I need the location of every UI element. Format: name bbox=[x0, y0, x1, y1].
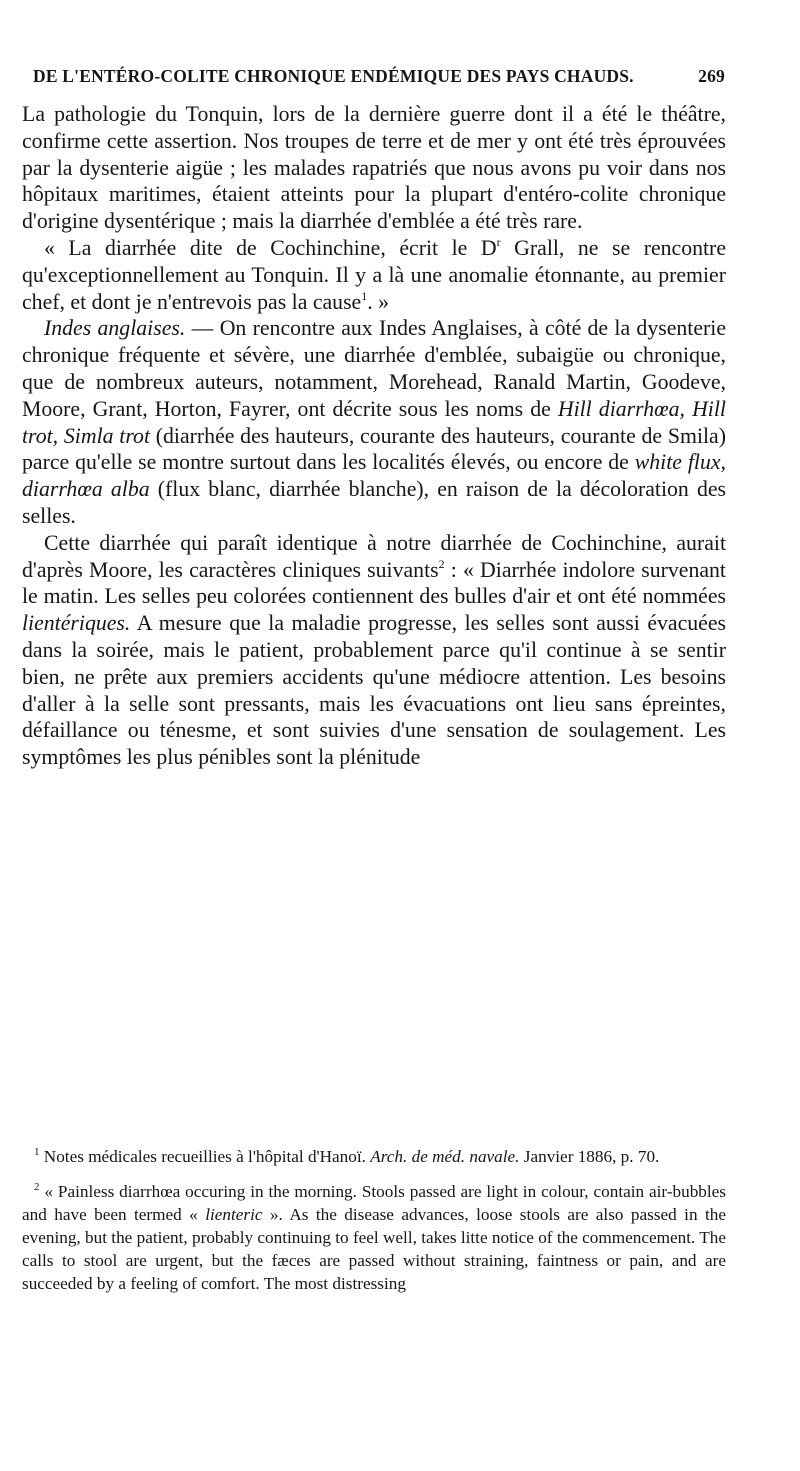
footnote-2-text: « Painless diarrhœa occuring in the morning. Stools passed are light in colour, contain air-bubbles and have been termed « bbox=[22, 1182, 726, 1224]
paragraph-tonquin-text: La pathologie du Tonquin, lors de la dernière guerre dont il a été le théâtre, confirme cette assertion. Nos troupes de terre et de mer y ont été très éprouvées par la dysenterie aigüe ; les malades rapatriés que nous avons pu voir dans nos hôpitaux maritimes, étaient atteints pour la plupart d'entéro-colite chronique d'origine dysentérique ; mais la diarrhée d'emblée a été très rare. bbox=[22, 102, 726, 234]
footnote-2-marker: 2 bbox=[34, 1181, 40, 1193]
footnote-2 bbox=[22, 1180, 726, 1295]
section-heading-indes-anglaises: Indes anglaises. bbox=[44, 316, 186, 341]
indes-text-1: — On rencontre aux Indes Anglaises, à côté de la dysenterie chronique fréquente et sévère, une diarrhée d'emblée, subaigüe ou chronique, que de nombreux auteurs, notamment, Morehead, Ranald Martin, Goodeve, Moore, Grant, Horton, Fayrer, ont décrite sous les noms de bbox=[22, 316, 726, 421]
indes-terms-white-flux: white flux, diarrhœa alba bbox=[22, 450, 726, 502]
footnote-ref-1: 1 bbox=[361, 288, 368, 303]
moore-text-2: : « Diarrhée indolore survenant le matin. Les selles peu colorées contiennent des bulles d'air et ont été nommées bbox=[22, 557, 726, 609]
moore-text-3: A mesure que la maladie progresse, les selles sont aussi évacuées dans la soirée, mais le patient, probablement parce qu'il continue à se sentir bien, ne prête aux premiers accidents qu'une médiocre attention. Les besoins d'aller à la selle sont pressants, mais les évacuations ont lieu sans épreintes, défaillance ou ténesme, et sont suivies d'une sensation de soulagement. Les symptômes les plus pénibles sont la plénitude bbox=[22, 611, 726, 770]
grall-quote-end: . » bbox=[367, 289, 390, 314]
footnote-1-date: Janvier 1886, p. 70. bbox=[519, 1147, 660, 1166]
footnote-1-marker: 1 bbox=[34, 1146, 40, 1158]
footnote-1 bbox=[22, 1145, 726, 1168]
indes-text-3: (flux blanc, diarrhée blanche), en raison de la décoloration des selles. bbox=[22, 477, 727, 528]
paragraph-grall-quote bbox=[22, 235, 726, 315]
indes-terms-hill: Hill diarrhœa, Hill trot, Simla trot bbox=[22, 396, 726, 448]
footnotes bbox=[22, 1145, 726, 1307]
page-number: 269 bbox=[698, 66, 725, 86]
footnote-ref-2: 2 bbox=[438, 556, 445, 571]
grall-quote-start: « La diarrhée dite de Cochinchine, écrit le D bbox=[44, 235, 497, 260]
paragraph-indes-anglaises bbox=[22, 315, 726, 529]
footnote-2-text-end: ». As the disease advances, loose stools are also passed in the evening, but the patient, probably continuing to feel well, takes litte notice of the commencement. The calls to stool are urgent, but the fæces are passed without straining, faintness or pain, and are succeeded by a feeling of comfort. The most distressing bbox=[22, 1205, 726, 1293]
paragraph-tonquin bbox=[22, 101, 726, 235]
indes-text-2: (diarrhée des hauteurs, courante des hauteurs, courante de Smila) parce qu'elle se montre surtout dans les localités élevés, ou encore de bbox=[22, 423, 726, 475]
footnote-2-term: lienteric bbox=[205, 1205, 263, 1224]
footnote-1-journal: Arch. de méd. navale. bbox=[370, 1147, 520, 1166]
moore-term-lienteriques: lientériques. bbox=[22, 611, 131, 636]
moore-text-1: Cette diarrhée qui paraît identique à notre diarrhée de Cochinchine, aurait d'après Moore, les caractères cliniques suivants bbox=[22, 530, 726, 582]
footnote-1-text: Notes médicales recueillies à l'hôpital d'Hanoï. bbox=[39, 1147, 371, 1166]
paragraph-moore-description bbox=[22, 530, 726, 771]
running-head bbox=[33, 66, 725, 90]
grall-quote-body: Grall, ne se rencontre qu'exceptionnellement au Tonquin. Il y a là une anomalie étonnante, au premier chef, et dont je n'entrevois pas la cause bbox=[22, 235, 726, 314]
running-head-title: DE L'ENTÉRO-COLITE CHRONIQUE ENDÉMIQUE DES PAYS CHAUDS. bbox=[33, 66, 634, 86]
doctor-abbrev-superscript: r bbox=[496, 234, 501, 249]
body-text bbox=[22, 101, 726, 771]
